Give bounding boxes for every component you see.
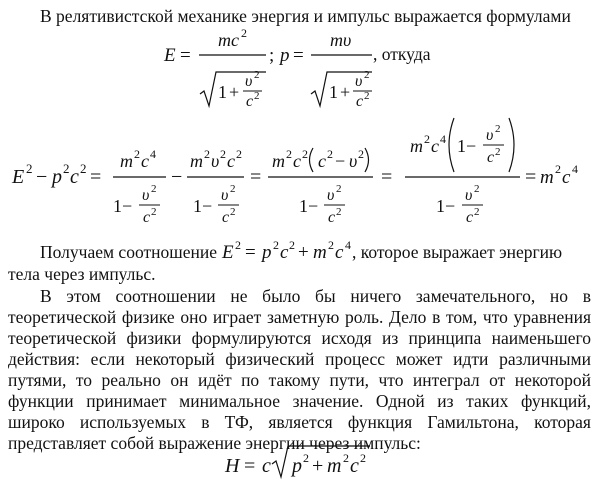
svg-text:=: = <box>293 45 304 66</box>
svg-text:2: 2 <box>151 206 157 218</box>
svg-text:E: E <box>164 45 176 66</box>
svg-text:H: H <box>225 455 240 477</box>
svg-text:=: = <box>381 166 393 188</box>
svg-text:p: p <box>292 455 302 477</box>
svg-text:1−: 1− <box>436 196 456 216</box>
paragraph-line: действия: если некоторый физический процесс может идти различными <box>8 349 591 369</box>
svg-text:E: E <box>222 242 234 263</box>
relation-line-2: тела через импульс. <box>8 264 156 284</box>
relation-suffix: , которое выражает энергию <box>352 242 563 262</box>
svg-text:2: 2 <box>230 206 236 218</box>
svg-text:m: m <box>540 167 554 188</box>
svg-text:1−: 1− <box>113 196 133 216</box>
svg-text:2: 2 <box>495 146 501 158</box>
svg-text:2: 2 <box>336 183 342 195</box>
svg-text:c: c <box>328 209 336 226</box>
svg-text:c: c <box>141 151 149 171</box>
relation-intro: Получаем соотношение <box>40 242 217 262</box>
svg-text:c: c <box>227 151 235 171</box>
svg-text:c: c <box>70 166 79 188</box>
svg-text:1: 1 <box>329 82 338 102</box>
svg-text:+: + <box>312 455 324 477</box>
svg-text:2: 2 <box>364 90 370 102</box>
svg-text:=: = <box>245 242 256 263</box>
svg-text:υ: υ <box>245 73 253 90</box>
svg-text:2: 2 <box>230 183 236 195</box>
svg-text:c: c <box>143 209 151 226</box>
svg-text:mυ: mυ <box>330 30 352 50</box>
svg-text:−: − <box>335 151 346 171</box>
svg-text:2: 2 <box>134 147 140 161</box>
svg-text:+: + <box>298 242 309 263</box>
svg-text:c: c <box>431 136 439 156</box>
svg-text:mc: mc <box>218 30 239 50</box>
svg-text:2: 2 <box>474 183 480 195</box>
svg-text:2: 2 <box>364 69 370 81</box>
paragraph-line: путями, то реально он идёт по такому пути, что интеграл от некоторой <box>8 370 591 390</box>
svg-text:c: c <box>466 209 474 226</box>
svg-text:2: 2 <box>254 90 260 102</box>
svg-text:2: 2 <box>236 147 242 161</box>
svg-text:υ: υ <box>327 187 335 204</box>
paragraph-line: функции принимает минимальное значение. Одной из таких функций, <box>8 391 591 411</box>
svg-text:m: m <box>120 151 133 171</box>
svg-text:υ: υ <box>349 151 358 171</box>
svg-text:2: 2 <box>343 451 349 465</box>
svg-text:E: E <box>12 166 25 188</box>
svg-text:2: 2 <box>360 451 366 465</box>
paragraph-line: теоретической физике оно играет заметную роль. Дело в том, что уравнения <box>8 307 591 327</box>
svg-text:2: 2 <box>327 147 333 161</box>
svg-text:2: 2 <box>241 26 247 40</box>
svg-text:−: − <box>171 166 183 188</box>
svg-text:=: = <box>250 166 262 188</box>
svg-text:2: 2 <box>289 238 295 252</box>
svg-text:2: 2 <box>358 147 364 161</box>
svg-text:1−: 1− <box>299 196 319 216</box>
svg-text:=: = <box>525 166 537 188</box>
svg-text:m: m <box>313 242 327 263</box>
svg-text:−: − <box>36 166 48 188</box>
svg-text:c: c <box>262 455 271 477</box>
svg-text:2: 2 <box>204 147 210 161</box>
paragraph-line: представляет собой выражение энергии через импульс: <box>8 433 421 453</box>
svg-text:4: 4 <box>150 147 156 161</box>
svg-text:m: m <box>272 151 285 171</box>
svg-text:m: m <box>410 136 423 156</box>
formula-1-trailing-text: , откуда <box>373 44 431 64</box>
svg-text:υ: υ <box>486 127 494 144</box>
svg-text:2: 2 <box>80 161 87 176</box>
svg-text:2: 2 <box>424 132 430 146</box>
svg-text:m: m <box>190 151 203 171</box>
svg-text:4: 4 <box>572 162 578 176</box>
svg-text:υ: υ <box>221 187 229 204</box>
svg-text:p: p <box>262 242 272 263</box>
paragraph-line: В этом соотношении не было бы ничего замечательного, но в <box>40 286 591 306</box>
svg-text:4: 4 <box>440 132 446 146</box>
svg-text:+: + <box>340 82 351 102</box>
svg-text:4: 4 <box>345 238 351 252</box>
svg-text:1−: 1− <box>193 196 213 216</box>
svg-text:+: + <box>229 82 240 102</box>
svg-text:υ: υ <box>465 187 473 204</box>
paragraph-line: теоретической физики формулируются исходя из принципа наименьшего <box>8 328 591 348</box>
svg-text:υ: υ <box>355 73 363 90</box>
svg-text:c: c <box>222 209 230 226</box>
svg-text:=: = <box>90 166 102 188</box>
svg-text:2: 2 <box>63 161 70 176</box>
svg-text:c: c <box>318 151 326 171</box>
svg-text:2: 2 <box>555 162 561 176</box>
svg-text:2: 2 <box>302 147 308 161</box>
svg-text:υ: υ <box>142 187 150 204</box>
svg-text:2: 2 <box>254 69 260 81</box>
svg-text:c: c <box>280 242 289 263</box>
svg-text:=: = <box>244 455 256 477</box>
svg-text:2: 2 <box>220 147 226 161</box>
svg-text:2: 2 <box>474 206 480 218</box>
svg-text:1−: 1− <box>457 136 477 156</box>
svg-text:2: 2 <box>303 451 309 465</box>
svg-text:2: 2 <box>286 147 292 161</box>
svg-text:c: c <box>487 149 495 166</box>
svg-text:;: ; <box>269 45 275 66</box>
svg-text:2: 2 <box>328 238 334 252</box>
svg-text:p: p <box>280 45 290 66</box>
svg-text:c: c <box>356 93 364 110</box>
svg-text:p: p <box>52 166 62 188</box>
svg-text:υ: υ <box>211 151 220 171</box>
svg-text:m: m <box>327 455 342 477</box>
svg-text:c: c <box>335 242 344 263</box>
svg-text:2: 2 <box>273 238 279 252</box>
svg-text:2: 2 <box>151 183 157 195</box>
svg-text:2: 2 <box>495 123 501 135</box>
svg-text:2: 2 <box>235 238 241 252</box>
svg-text:c: c <box>562 167 571 188</box>
svg-text:c: c <box>293 151 301 171</box>
svg-text:2: 2 <box>26 161 33 176</box>
svg-text:c: c <box>246 93 254 110</box>
svg-text:2: 2 <box>336 206 342 218</box>
svg-text:c: c <box>350 455 359 477</box>
svg-text:=: = <box>180 45 191 66</box>
svg-text:1: 1 <box>218 82 227 102</box>
paragraph-line: широко используемых в ТФ, является функция Гамильтона, которая <box>8 412 591 432</box>
intro-line: В релятивистской механике энергия и импульс выражается формулами <box>40 6 571 26</box>
